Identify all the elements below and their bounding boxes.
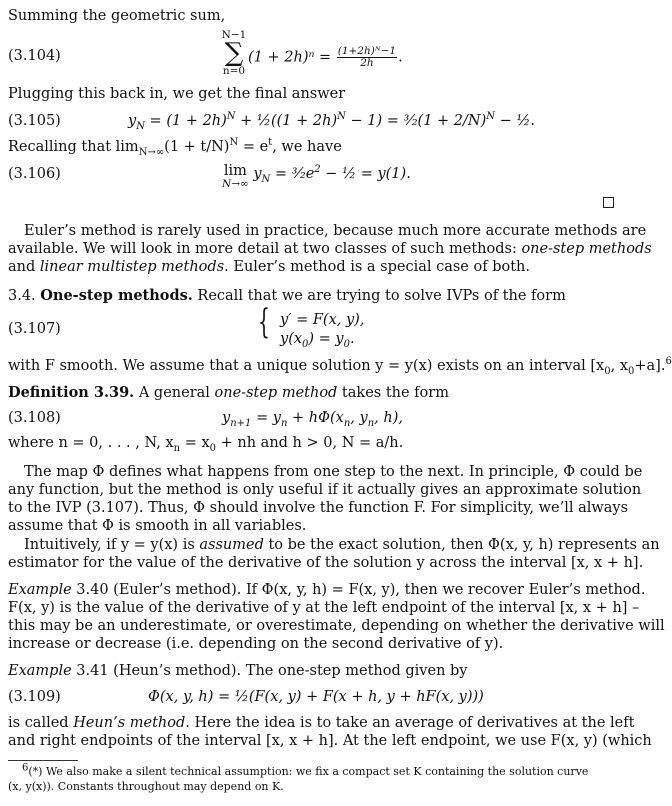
para3-line2: estimator for the value of the derivative of the solution y across the interval [x, x + h]. [8, 555, 644, 571]
para1-line1: Euler’s method is rarely used in practice, because much more accurate methods are [24, 223, 647, 239]
example-3-40-line4: increase or decrease (i.e. depending on the second derivative of y). [8, 636, 504, 652]
example-3-40-line3: this may be an underestimate, or overestimate, depending on whether the derivative will [8, 618, 665, 634]
qed-box [603, 197, 614, 208]
eq-3-109: Φ(x, y, h) = ½(F(x, y) + F(x + h, y + hF(x, y))) [148, 689, 484, 705]
section-title: One-step methods. [40, 287, 193, 304]
para1-line3: and linear multistep methods. Euler’s method is a special case of both. [8, 259, 530, 275]
eq-number-3-104: (3.104) [8, 48, 61, 64]
eq-number-3-105: (3.105) [8, 113, 61, 129]
with-f-text: with F smooth. We assume that a unique solution y = y(x) exists on an interval [$x_0$, $x_0+a].^6$ [8, 356, 672, 377]
eq-3-105: $y_N = (1 + 2h)^N$ + ½((1 + 2h)$^N$ − 1) = ³⁄₂(1 + 2/N)$^N$ − ½. [128, 111, 536, 132]
footnote-line2: (x, y(x)). Constants throughout may depend on K. [8, 780, 284, 793]
eq-3-107-line2: $y(x_0) = y_0$. [280, 331, 355, 350]
eq-number-3-108: (3.108) [8, 410, 61, 426]
sum-upper-limit: N−1 [221, 29, 247, 41]
para2-line2: any function, but the method is only useful if it actually gives an approximate solution [8, 482, 642, 498]
definition-3-39: Definition 3.39. A general one-step method takes the form [8, 384, 449, 401]
footnote-rule [8, 760, 78, 761]
eq-3-104-body: (1 + 2h)ⁿ = [248, 49, 332, 66]
eq-3-104: (1 + 2h)ⁿ = $\frac{\text{(1+2h)ᴺ−1}}{2h}$ . [248, 45, 403, 69]
sum-lower-limit: n=0 [222, 65, 246, 77]
eq-3-108: $y_{n+1} = y_n + h\Phi(x_n$, $y_n$, h), [222, 410, 403, 429]
left-brace: { [258, 302, 270, 342]
para2-line4: assume that Φ is smooth in all variables. [8, 518, 307, 534]
example-3-40-line2: F(x, y) is the value of the derivative of y at the left endpoint of the interval [x, x + h] – [8, 600, 640, 616]
eq-3-104-fraction: $\frac{\text{(1+2h)ᴺ−1}}{2h}$ [337, 45, 397, 69]
para1-line2: available. We will look in more detail at two classes of such methods: one-step methods [8, 241, 652, 257]
recalling-text: Recalling that $\lim_{N\to\infty}(1 + t/N)^N = e^t$, we have [8, 137, 342, 158]
example-3-40-line1: Example 3.40 (Euler’s method). If Φ(x, y, h) = F(x, y), then we recover Euler’s method. [8, 582, 646, 598]
summation-symbol: N−1 ∑ n=0 [221, 29, 247, 77]
section-heading: 3.4. One-step methods. Recall that we are trying to solve IVPs of the form [8, 287, 566, 304]
eq-number-3-109: (3.109) [8, 689, 61, 705]
plugging-text: Plugging this back in, we get the final answer [8, 86, 346, 102]
para2-line3: to the IVP (3.107). Thus, Φ should involve the function F. For simplicity, we’ll always [8, 500, 629, 516]
eq-number-3-106: (3.106) [8, 166, 61, 182]
eq-3-107-line1: y′ = F(x, y), [280, 312, 365, 328]
intro-text: Summing the geometric sum, [8, 8, 226, 24]
para2-line1: The map Φ defines what happens from one step to the next. In principle, Φ could be [24, 464, 643, 480]
eq-3-106: lim N→∞ $y_N$ = $^3⁄_2e^2$ − ½ = y(1). [222, 163, 411, 190]
heun-line2: and right endpoints of the interval [x, x + h]. At the left endpoint, we use F(x, y) (which [8, 733, 652, 749]
example-3-41: Example 3.41 (Heun’s method). The one-step method given by [8, 663, 468, 679]
where-text: where n = 0, . . . , N, $x_n = x_0$ + nh and h > 0, N = a/h. [8, 435, 404, 454]
eq-number-3-107: (3.107) [8, 321, 61, 337]
footnote-line1: $^6$(*) We also make a silent technical assumption: we fix a compact set K containing the solution curve [22, 762, 589, 778]
para3-line1: Intuitively, if y = y(x) is assumed to be the exact solution, then Φ(x, y, h) represents an [24, 537, 660, 553]
heun-line1: is called Heun’s method. Here the idea is to take an average of derivatives at the left [8, 715, 635, 731]
